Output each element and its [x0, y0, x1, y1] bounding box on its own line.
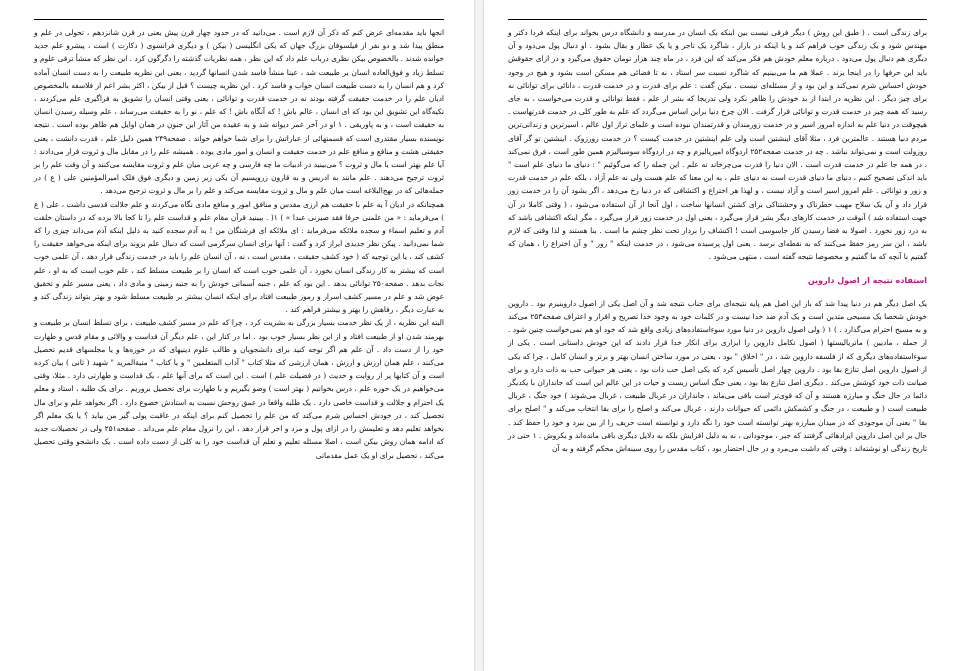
left-text-column — [34, 26, 444, 657]
paragraph: البته این نظریه ، از یک نظر خدمت بسیار بزرگی به بشریت کرد ، چرا که علم در مسیر کشف طبیعت ، برای تسلط انسان بر طبیعت و بهرمند شدن او از طبیعت افتاد و از این نظر بسیار خوب بود . اما در کنار این ، علم دیگر آن قداست و والائی و مقام قدس و طهارت خود را از دست داد . آن علم هم اگر توجه کنید برای دانشجویان و طالب علوم دینیهای که در حوزه‌ها و یا مجلسهای قدیم تحصیل می‌کنند ، علم همان ارزش و ارزش ، همان ارزشی که مثلا کتاب " آداب المتعلمین " و یا کتاب " منیةالمرید " شهید ( ثانی ) بیان کرده است و آن کتابها پر از روایت و حدیث ( در فضیلت علم ) است . این است که برای آنها علم ، یک قداست و طهارتی دارد . مثلا، وقتی می‌خواهیم در یک حوزه علم ، درس بخوانیم ( بهتر است ) وضو بگیریم و با طهارت برای تحصیل بروریم . برای یک طلبه ، استاد و معلم یک احترام و جلالت و قداست خاصی دارد . یک طلبه واقعا در عمق روحش نسبت به استادش خضوع دارد . اگر بخواهد علم و برای مال تحصیل کند ، در خودش احساس شرم می‌کند که من علم را تحصیل کنم برای اینکه در عاقبت پولی گیر من بیاید ؟ یا یک معلم اگر بخواهد تعلیم دهد و تعلیمش را در ازای پول و مزد و اجر قرار دهد ، این را نزول مقام علم می‌داند . صفحه۲۵۱ ولی در تحصیلات جدید که ادامه همان روش بیکن است ، اصلا مسئله تعلیم و تعلم آن قداست خود را به کلی از دست داده است . یک دانشجو وقتی تحصیل می‌کند ، تحصیل برای او یک عمل مقدماتی — [34, 318, 444, 460]
section-heading: استفاده نتیجه از اصول داروین — [807, 275, 927, 285]
header-rule — [34, 19, 444, 20]
paragraph: همچنانکه در ادیان آ یه علم با حقیقت هم ارزی مقدس و منافق امور و منافع مادی نگاه می‌کردند و علم جلالت قدسی داشت ، علی ( ع ) می‌فرماید : « من علمنی حرفا فقد صیرنی عبدا » ) ۱( . ببینید قرآن مقام علم و قداست علم را تا کجا بالا برده که در داستان خلقت آدم و تعلیم اسماء و سجده ملائکه می‌فرماید : ای ملائکه ای فرشتگان من ! به آدم سجده کنید به دلیل اینکه آدم می‌داند چیزی را که شما نمی‌دانید . پیکن نظر جدیدی ابراز کرد و گفت : آنها برای انسان سرگرمی است که دنبال علم بروند برای اینکه می‌خواهد حقیقت را کشف کند ، یا این توجیه که ( خود کشف حقیقت ، مقدس است ، نه ، آن انسان علم را باید در خدمت زندگی قرار دهد ، آن علمی خوب است که بیشتر به کار زندگی انسان بخورد ، آن علمی خوب است که انسان را بر طبیعت مسلط کند ، علم خوب است که به او ، علم نجات بدهد . صفحه۲۵۰ توانائی بدهد . این بود که علم ، جنبه آسمانی خودش را به جنبه زمینی و مادی داد ، یعنی مسیر علم و تحقیق عوض شد و علم در مسیر کشف اسرار و رموز طبیعت افتاد برای اینکه انسان بیشتر بر طبیعت مسلط شود و بهتر بتواند زندگی کند و به عبارت دیگر ، رفاهش را بهتر و بیشتر فراهم کند . — [34, 199, 444, 315]
right-text-column — [508, 26, 927, 657]
header-rule — [508, 19, 927, 20]
left-page — [0, 0, 474, 671]
paragraph: یک اصل دیگر هم در دنیا پیدا شد که باز این اصل هم پایه نتیجه‌ای برای جناب نتیجه شد و آن اصل یکی از اصول داروینیزم بود . داروین خودش شخصا یک مسیحی متدین است و یک آدم ضد خدا نیست و در کلمات خود به وجود خدا تصریح و اقرار و اعتراف صفحه۲۵۳ می‌کند و به مسیح احترام می‌گذارد . ) ۱ ( ولی اصول داروین در دنیا مورد سوءاستفاده‌های زیادی واقع شد که خود او هم نمی‌خواست چنین شود . از جمله ، مادیین ) ماتریالیستها ( اصول تکامل داروین را ابزاری برای انکار خدا قرار دادند که این خودش داستانی است . یکی از سوءاستفاده‌های دیگری که از فلسفه داروین شد ، در " اخلاق " بود ، یعنی در مورد ساختن انسان بهتر و برتر و انسان کامل ، چرا که یکی از اصول داروین اصل تنازع بقا بود . داروین چهار اصل تأسیس کرد که یکی اصل حب ذات بود ، یعنی هر حیوانی حب به ذات دارد و برای صیانت ذات خود کوشش می‌کند . دیگری اصل تنازع بقا بود ، یعنی جنگ اساس زیست و حیات در این عالم این است که جانداران با یکدیگر دائما در حال جنگ و مبارزه هستند و آن که قوی‌تر است باقی می‌ماند ، جانداران در غربال طبیعت ، غربال می‌شوند ) خود جنگ ، غربال طبیعت است ( و طبیعت ، در جنگ و کشمکش دائمی که حیوانات دارند ، غربال می‌کند و اصلح را برای بقا انتخاب می‌کند و " اصلح برای بقا " یعنی آن موجودی که در میدان مبارزه بهتر توانسته است خود را نگه دارد و توانسته است حریف را از بین ببرد و خود را حفظ کند . حال بر این اصل داروین ایرادهائی گرفتند که جبر ، موجوداتی ، نه به دلیل افزایش بلکه به دلایل دیگری باقی مانده‌اند و یکروش . ۱ حتی در تاریخ زندگی او نوشته‌اند : وقتی که داشت می‌مرد و در حال احتضار بود ، کتاب مقدس را روی سینه‌اش محکم گرفته و به آن — [508, 298, 927, 454]
paragraph: برای زندگی است . ( طبق این روش ) دیگر فرقی نیست بین اینکه یک انسان در مدرسه و دانشگاه درس بخواند برای اینکه فردا دکتر و مهندس شود و یک زندگی خوب فراهم کند و یا اینکه در بازار ، شاگرد یک تاجر و یا یک عطار و بقال بشود . او دنبال پول می‌دود و آن دیگری هم دنبال پول می‌دود . درباره معلم خودش هم فکر می‌کند که این فرد ، در ماه چند هزار تومان حقوق می‌گیرد و در ازای حقوقش باید این حرفها را در اینجا بزند . عملا هم ما می‌بینیم که شاگرد نسبت سر استاد ، نه تا فضائی هم مسکن است بشود و هیچ در وجود خودش احساس شرم نمی‌کند و این بود و از مسئله‌ای نیست . بیکن گفت : علم برای قدرت و در خدمت قدرت ، دانائی برای توانائی نه برای چیز دیگر . این نظریه در ابتدا از بد خودش را ظاهر نکرد ولی تدریجا که بشر از علم ، فقط توانائی و قدرت می‌خواست ، به جای رسید که همه چیز در خدمت قدرت و توانائی قرار گرفت . الان چرخ دنیا برابن اساس می‌گردد که علم به طور کلی در خدمت قدرتهاست . هیچوقت در دنیا علم به اندازه امروز اسیر و در خدمت زورمندان و قدرتمندان نبوده است و علمای تراز اول عالم ، اسیرترین و زندانی‌ترین مردم دنیا هستند . عالمترین فرد ، مثلا آقای اینشتین است ولی علم اینشتین در خدمت کیست ؟ در خدمت زورزوک . اینشتین تو گر آقای روزولت است و نمی‌تواند نباشد . چه در خدمت صفحه۲۵۲ اردوگاه امپریالیزم و چه در اردوگاه سوسیالیزم همین طور است ، فرق نمی‌کند ، در همه جا علم در خدمت قدرت است . الان دنیا را قدرت می‌چرخاند نه علم . این جمله را که می‌گوئیم " : دنیای ما دنیای علم است " باید اندکی تصحیح کنیم ، دنیای ما دنیای قدرت است نه دنیای علم ، به این معنا که علم هست ولی نه علم آزاد ، بلکه علم در خدمت قدرت و زور و توانائی . علم امروز اسیر است و آزاد نیست ، و لهذا هر اختراع و اکتشافی که در دنیا رخ می‌دهد ، اگر بشود آن را در خدمت زور قرار داد و آن یک سلاح مهیب خطرناک و وحشتناکی برای کشتن انسانها ساخت ، اول آنجا از آن استفاده می‌شود ، ( وقتی کاملا در آن جهت استفاده شد ) آنوقت در خدمت کارهای دیگر بشر قرار می‌گیرد ، یعنی اول در خدمت زور قرار می‌گیرد ، مگر اینکه اکتشافی باشد که به درد زور نخورد . اصولا به فضا رسیدن کار جاسوسی است ! اکتشاف را بردار تحت نظر چشم ما است . بنا هستند و لذا وقتی که لازم باشد ، این سر رمز حفظ می‌کنند که به نقطه‌ای نرسد . یعنی اول پرسیده می‌شود ، در خدمت اینکه " زور " و آن اختراع را ، همان که گفتیم با آنچه که ما گفتیم و مخصوصا نتیجه گفته است ، منتهی می‌شود . — [508, 28, 927, 262]
paragraph: انجها باید مقدمه‌ای عرض کنم که ذکر آن لازم است . می‌دانید که در حدود چهار قرن پیش یعنی در قرن شانزدهم ، تحولی در علم و منطق پیدا شد و دو نفر از فیلسوفان بزرگ جهان که یکی انگلیسی ( بیکن ) و دیگری فرانسوی ( دکارت ) است ، پیشرو علم جدید خوانده شدند . بالخصوص بیکن نظری درباب علم داد که این نظر ، همه نظریات گذشته را دگرگون کرد . این نظر که منشأ ترقی علوم و تسلط زیاد و فوق‌العاده انسان بر طبیعت شد ، عینا منشأ فاسد شدن انسانها گردید ، یعنی این نظریه طبیعت را به دست انسان آماده کرد و هم انسان را به دست طبیعت انسان خواب و فاسد کرد . این نظریه چیست ؟ قبل از بیکن ، اکثر بشر اعم از فلاسفه بالمخصوص ادیان علم را در خدمت حقیقت گرفته بودند نه در خدمت قدرت و توانائی ، یعنی وقتی انسان را تشویق به فراگیری علم می‌کردند ، تکیه‌گاه این تشویق این بود که ای انسان ، عالم باش ! که آنگاه باش ! که علم ، نو را به حقیقت می‌رساند ، علم وسیله رسیدن انسان به حقیقت است ، و به پاوریقی . ۱ او در آخر عمر دیوانه شد و به عقیده من آثار این جنون در همان اوایل هم ظاهر بوده است . نتیجه نویسنده بسیار مقتدری است که قسمتهائی از عباراتش را برای شما خواهم خواند . صفحه۲۴۹ همین دلیل علم ، قدرت دانشت ، یعنی حقیقتی هشت و منافع و منافع علم در خدمت حقیقت و انسان و امور مادی بوده . همیشه علم را در مقابل مال و ثروت قرار می‌دادند : آیا علم بهتر است یا مال و ثروت ؟ می‌بینید در ادبیات ما چه فارسی و چه عربی میان علم و ثروت مقایسه می‌کنند و آن وقت علم را بر ثروت ترجیح می‌دهند . علم مانند به ادریس و به قارون زروپسیم آن یکی زیر زمین و دیگری فوق فلک امیرالمؤمنین علی ( ع ) در جمله‌هائی که در نهج‌البلاغه است میان علم و مال و ثروت مقایسه می‌کند و علم را بر مال و ثروت ترجیح می‌دهد . — [34, 28, 444, 196]
right-page — [484, 0, 959, 671]
